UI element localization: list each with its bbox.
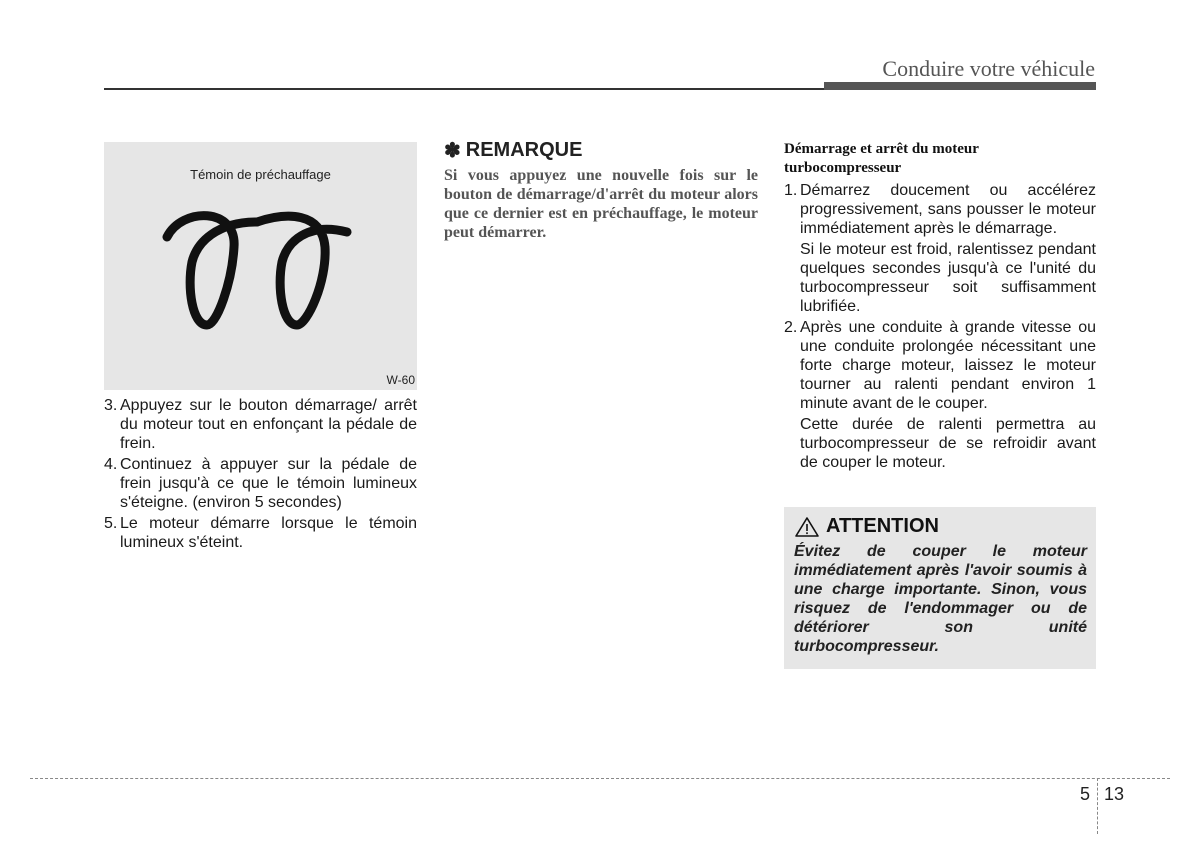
footer-divider	[1097, 778, 1098, 834]
page-header-title: Conduire votre véhicule	[882, 56, 1095, 81]
step-number: 2.	[784, 319, 798, 336]
list-item	[104, 514, 417, 552]
start-steps-list	[104, 396, 417, 552]
remark-text: Si vous appuyez une nouvelle fois sur le bouton de démarrage/d'arrêt du moteur alors que ce dernier est en préchauffage, le moteur peut démarrer.	[444, 167, 758, 241]
page-number: 13	[1104, 784, 1125, 804]
step-subtext: Si le moteur est froid, ralentissez pendant quelques secondes jusqu'à ce l'unité du turbocompresseur soit suffisamment lubrifiée.	[800, 241, 1096, 315]
header-rule	[104, 88, 824, 90]
right-column	[784, 140, 1096, 474]
list-item	[784, 181, 1096, 316]
preheat-figure	[104, 142, 417, 390]
warning-triangle-icon	[794, 516, 820, 538]
figure-caption: Témoin de préchauffage	[190, 167, 331, 182]
figure-code: W-60	[386, 373, 415, 387]
remark-heading	[444, 138, 758, 163]
list-item	[104, 455, 417, 512]
remark-title: REMARQUE	[465, 139, 583, 161]
list-item	[104, 396, 417, 453]
list-item	[784, 318, 1096, 472]
step-text: Appuyez sur le bouton démarrage/ arrêt du moteur tout en enfonçant la pédale de frein.	[120, 397, 417, 452]
step-text: Démarrez doucement ou accélérez progressivement, sans pousser le moteur immédiatement après le démarrage.	[800, 182, 1096, 237]
footer-rule	[30, 778, 1170, 779]
attention-text: Évitez de couper le moteur immédiatement après l'avoir soumis à une charge importante. Sinon, vous risquez de l'endommager ou de détériorer son unité turbocompresseur.	[794, 543, 1087, 655]
step-text: Continuez à appuyer sur la pédale de frein jusqu'à ce que le témoin lumineux s'éteigne. (environ 5 secondes)	[120, 456, 417, 511]
glow-plug-coil-icon	[162, 207, 352, 332]
step-text: Après une conduite à grande vitesse ou une conduite prolongée nécessitant une forte charge moteur, laissez le moteur tourner au ralenti pendant environ 1 minute avant de le couper.	[800, 319, 1096, 412]
attention-heading	[794, 515, 1087, 538]
turbo-steps-list	[784, 181, 1096, 472]
step-number: 1.	[784, 182, 798, 199]
step-number: 3.	[104, 397, 118, 414]
header-rule-accent	[824, 82, 1096, 90]
asterisk-icon: ✽	[444, 140, 461, 162]
attention-title: ATTENTION	[826, 515, 939, 537]
middle-column	[444, 138, 758, 242]
left-column	[104, 142, 417, 554]
step-number: 5.	[104, 515, 118, 532]
turbo-section-title: Démarrage et arrêt du moteur turbocompresseur	[784, 141, 979, 176]
section-number: 5	[1080, 784, 1091, 804]
step-text: Le moteur démarre lorsque le témoin lumineux s'éteint.	[120, 515, 417, 551]
step-subtext: Cette durée de ralenti permettra au turbocompresseur de se refroidir avant de couper le moteur.	[800, 416, 1096, 471]
step-number: 4.	[104, 456, 118, 473]
attention-box	[784, 507, 1096, 669]
